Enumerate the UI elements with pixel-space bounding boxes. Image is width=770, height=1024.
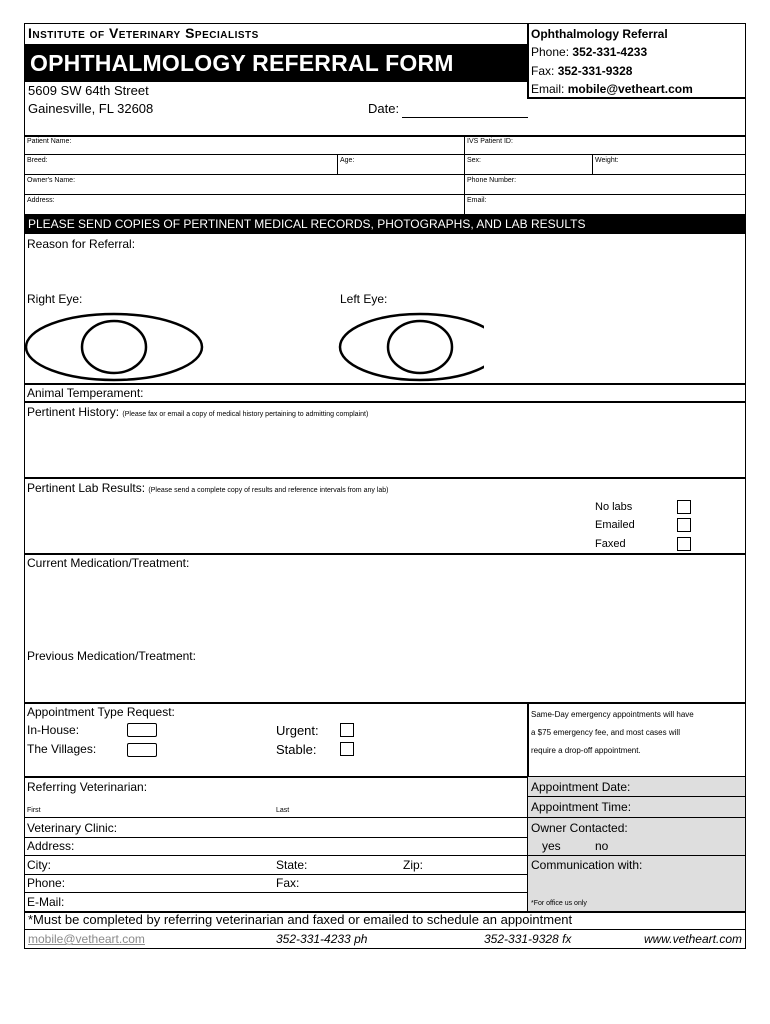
- phone-number-field[interactable]: Phone Number:: [467, 177, 517, 184]
- emergency-note-2: a $75 emergency fee, and most cases will: [531, 728, 680, 737]
- owners-name-field[interactable]: Owner's Name:: [27, 177, 76, 184]
- completion-note: *Must be completed by referring veterinarian and faxed or emailed to schedule an appointment: [28, 912, 573, 927]
- left-eye-label: Left Eye:: [340, 292, 388, 306]
- clinic-phone-field[interactable]: Phone:: [27, 876, 66, 890]
- date-field-line[interactable]: [402, 117, 528, 118]
- referring-last-field[interactable]: Last: [276, 807, 290, 814]
- state-field[interactable]: State:: [276, 858, 308, 872]
- breed-field[interactable]: Breed:: [27, 157, 48, 164]
- in-house-checkbox[interactable]: [127, 723, 157, 737]
- veterinary-clinic-field[interactable]: Veterinary Clinic:: [27, 821, 118, 835]
- stable-label: Stable:: [276, 742, 317, 757]
- emailed-checkbox[interactable]: [677, 518, 691, 532]
- no-labs-label: No labs: [595, 501, 633, 513]
- phone-label: Phone:: [531, 45, 570, 59]
- appointment-date-field[interactable]: Appointment Date:: [531, 780, 631, 794]
- referring-first-field[interactable]: First: [27, 807, 41, 814]
- appointment-type-label: Appointment Type Request:: [27, 705, 175, 719]
- email-label: Email:: [531, 82, 565, 96]
- institute-name: Institute of Veterinary Specialists: [28, 25, 259, 41]
- right-eye-label: Right Eye:: [27, 292, 83, 306]
- phone-value: 352-331-4233: [572, 45, 648, 59]
- form-title: OPHTHALMOLOGY REFERRAL FORM: [30, 50, 454, 76]
- owner-email-field[interactable]: Email:: [467, 197, 487, 204]
- faxed-label: Faxed: [595, 538, 626, 550]
- lab-note: (Please send a complete copy of results and reference intervals from any lab): [148, 487, 389, 494]
- previous-medication-field[interactable]: Previous Medication/Treatment:: [27, 649, 196, 663]
- weight-field[interactable]: Weight:: [595, 157, 619, 164]
- date-label: Date:: [368, 101, 400, 116]
- zip-field[interactable]: Zip:: [403, 858, 424, 872]
- stable-checkbox[interactable]: [340, 742, 354, 756]
- appointment-time-field[interactable]: Appointment Time:: [531, 800, 632, 814]
- city-field[interactable]: City:: [27, 858, 51, 872]
- records-banner: PLEASE SEND COPIES OF PERTINENT MEDICAL RECORDS, PHOTOGRAPHS, AND LAB RESULTS: [28, 217, 586, 231]
- owner-address-field[interactable]: Address:: [27, 197, 55, 204]
- address-line2: Gainesville, FL 32608: [28, 101, 154, 116]
- footer-phone: 352-331-4233 ph: [276, 932, 368, 946]
- email-value: mobile@vetheart.com: [567, 82, 693, 96]
- emailed-label: Emailed: [595, 519, 635, 531]
- in-house-label: In-House:: [27, 723, 80, 737]
- villages-label: The Villages:: [27, 742, 97, 756]
- history-label: Pertinent History:: [27, 405, 120, 419]
- patient-name-field[interactable]: Patient Name:: [27, 138, 72, 145]
- footer-fax: 352-331-9328 fx: [484, 932, 572, 946]
- current-medication-field[interactable]: Current Medication/Treatment:: [27, 556, 190, 570]
- urgent-label: Urgent:: [276, 723, 319, 738]
- header-divider-v: [527, 23, 529, 98]
- communication-with-field[interactable]: Communication with:: [531, 858, 643, 872]
- sex-field[interactable]: Sex:: [467, 157, 482, 164]
- owner-contacted-no[interactable]: no: [595, 839, 609, 853]
- eye-diagrams: [24, 300, 484, 390]
- clinic-fax-field[interactable]: Fax:: [276, 876, 300, 890]
- fax-value: 352-331-9328: [557, 64, 633, 78]
- emergency-note-3: require a drop-off appointment.: [531, 746, 641, 755]
- contact-fax: [531, 64, 632, 78]
- clinic-address-field[interactable]: Address:: [27, 839, 75, 853]
- emergency-note-1: Same-Day emergency appointments will have: [531, 710, 694, 719]
- referring-vet-label: Referring Veterinarian:: [27, 780, 148, 794]
- left-eye-diagram[interactable]: [340, 314, 484, 380]
- urgent-checkbox[interactable]: [340, 723, 354, 737]
- pertinent-history-field[interactable]: [27, 405, 368, 419]
- owner-contacted-label: Owner Contacted:: [531, 821, 628, 835]
- contact-phone: [531, 45, 647, 59]
- owner-contacted-yes[interactable]: yes: [542, 839, 561, 853]
- pertinent-lab-results-field[interactable]: [27, 481, 389, 495]
- office-use-note: *For office us only: [531, 900, 587, 907]
- reason-for-referral-field[interactable]: Reason for Referral:: [27, 237, 136, 251]
- no-labs-checkbox[interactable]: [677, 500, 691, 514]
- lab-label: Pertinent Lab Results:: [27, 481, 146, 495]
- footer-email-link[interactable]: mobile@vetheart.com: [28, 932, 145, 946]
- contact-email: [531, 82, 693, 96]
- faxed-checkbox[interactable]: [677, 537, 691, 551]
- header-divider-h: [527, 97, 746, 99]
- address-line1: 5609 SW 64th Street: [28, 83, 149, 98]
- clinic-email-field[interactable]: E-Mail:: [27, 895, 65, 909]
- animal-temperament-field[interactable]: Animal Temperament:: [27, 386, 144, 400]
- ivs-patient-id-field[interactable]: IVS Patient ID:: [467, 138, 513, 145]
- footer-website[interactable]: www.vetheart.com: [643, 932, 742, 946]
- fax-label: Fax:: [531, 64, 555, 78]
- villages-checkbox[interactable]: [127, 743, 157, 757]
- contact-title: Ophthalmology Referral: [531, 27, 668, 41]
- history-note: (Please fax or email a copy of medical history pertaining to admitting complaint): [122, 411, 369, 418]
- age-field[interactable]: Age:: [340, 157, 355, 164]
- right-eye-diagram[interactable]: [26, 314, 202, 380]
